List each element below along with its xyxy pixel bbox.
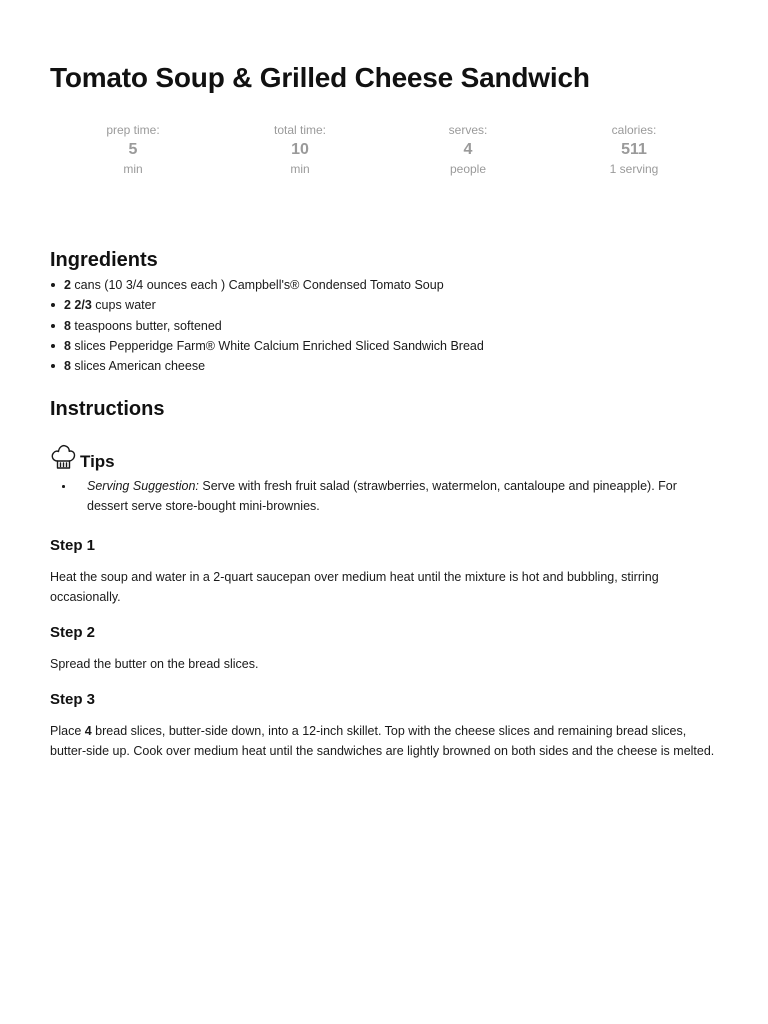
meta-label: total time: — [273, 123, 327, 137]
step-heading-3: Step 3 — [50, 691, 96, 708]
meta-unit: people — [449, 162, 487, 176]
ingredient-text: cups water — [91, 298, 156, 313]
ingredient-text: cans (10 3/4 ounces each ) Campbell's® Condensed Tomato Soup — [70, 278, 444, 292]
ingredient-quantity: 2 2/3 — [64, 298, 92, 313]
step-quantity: 4 — [84, 724, 92, 738]
ingredients-heading: Ingredients — [50, 249, 158, 271]
ingredient-text: slices Pepperidge Farm® White Calcium Enriched Sliced Sandwich Bread — [70, 338, 484, 353]
meta-label: serves: — [448, 123, 488, 137]
ingredient-quantity: 8 — [64, 338, 71, 353]
ingredient-quantity: 8 — [64, 359, 71, 374]
tips-list — [50, 476, 720, 516]
chef-hat-icon — [50, 442, 76, 470]
step-text-1: Heat the soup and water in a 2-quart saucepan over medium heat until the mixture is hot and bubbling, stirring occasionally. — [50, 570, 659, 604]
meta-value: 10 — [291, 141, 309, 158]
tip-label: Serving Suggestion: — [87, 479, 199, 493]
meta-prep-time — [73, 122, 193, 177]
step-heading-1: Step 1 — [50, 537, 96, 554]
step-text-after: bread slices, butter-side down, into a 12-inch skillet. Top with the cheese slices and remaining bread slices, butter-side up. Cook over medium heat until the sandwiches are lightly browned on both sides and the cheese is melted. — [50, 724, 715, 758]
meta-unit: min — [123, 162, 143, 176]
meta-value: 511 — [621, 141, 647, 158]
ingredient-item — [50, 316, 720, 336]
meta-calories — [574, 122, 694, 177]
meta-total-time — [240, 122, 360, 177]
meta-value: 5 — [128, 141, 138, 158]
tips-heading: Tips — [80, 452, 115, 471]
step-text-2: Spread the butter on the bread slices. — [50, 657, 259, 671]
ingredient-text: slices American cheese — [70, 359, 206, 374]
ingredient-text: teaspoons butter, softened — [70, 318, 222, 333]
step-heading-2: Step 2 — [50, 624, 96, 641]
tip-text: Serve with fresh fruit salad (strawberries, watermelon, cantaloupe and pineapple). For dessert serve store-bought mini-brownies. — [87, 479, 677, 513]
recipe-title: Tomato Soup & Grilled Cheese Sandwich — [50, 62, 590, 93]
step-text-3 — [50, 722, 720, 761]
meta-label: prep time: — [106, 123, 160, 137]
meta-unit: min — [290, 162, 310, 176]
step-text-before: Place — [50, 724, 85, 738]
ingredient-item — [50, 275, 720, 295]
tip-item — [50, 476, 720, 516]
ingredient-item — [50, 356, 720, 376]
instructions-heading: Instructions — [50, 398, 165, 420]
meta-label: calories: — [611, 123, 657, 137]
ingredient-item — [50, 336, 720, 356]
recipe-meta — [50, 122, 720, 182]
ingredient-quantity: 8 — [64, 318, 71, 333]
meta-value: 4 — [463, 141, 473, 158]
ingredient-quantity: 2 — [64, 278, 71, 292]
meta-serves — [408, 122, 528, 177]
ingredient-item — [50, 295, 720, 315]
meta-unit: 1 serving — [609, 162, 659, 176]
ingredients-list — [50, 275, 720, 376]
